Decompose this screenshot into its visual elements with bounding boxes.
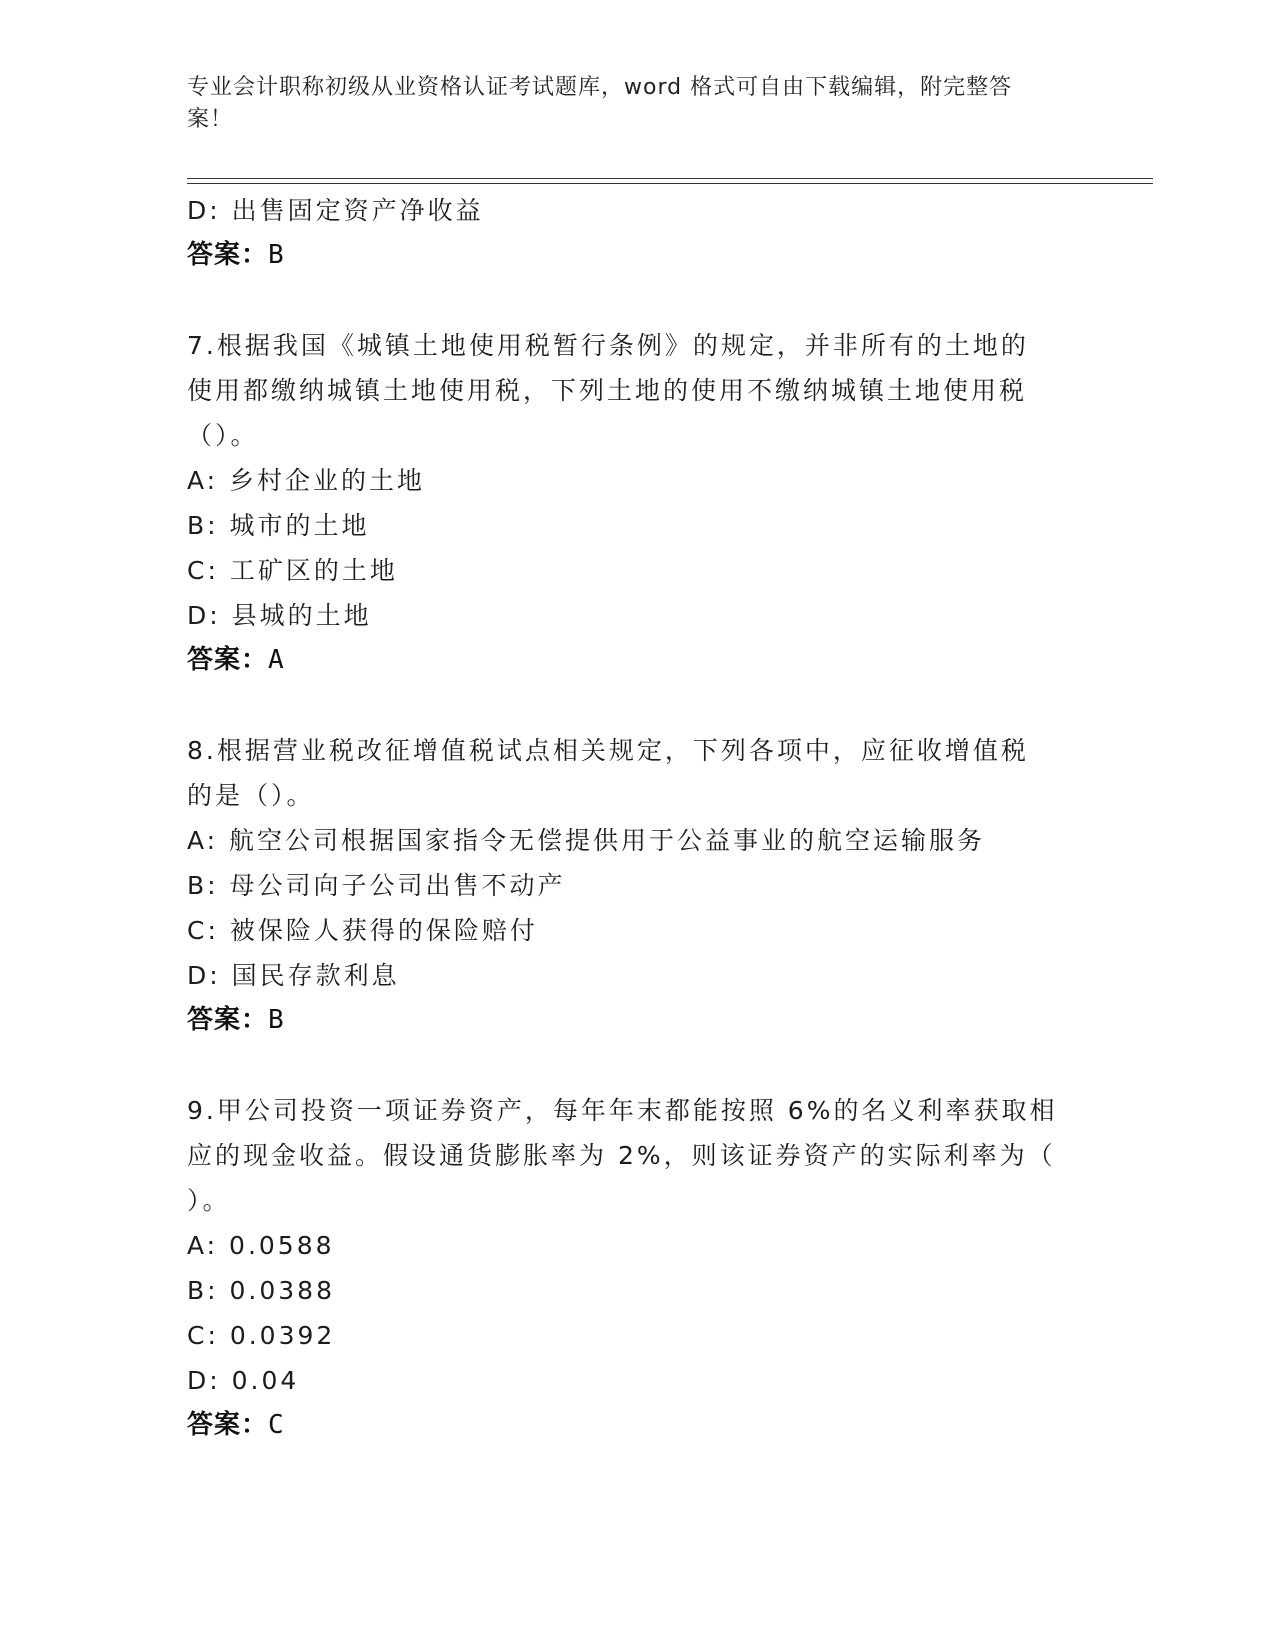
answer-value: B (268, 1005, 285, 1035)
question-9-stem (187, 1088, 1067, 1223)
header-line-1: 专业会计职称初级从业资格认证考试题库，word 格式可自由下载编辑，附完整答 (187, 75, 1013, 100)
question-9-option-c: C: 0.0392 (187, 1321, 336, 1350)
question-7-answer (187, 638, 1067, 683)
stem-line: 使用都缴纳城镇土地使用税，下列土地的使用不缴纳城镇土地使用税 (187, 376, 1028, 405)
question-7-option-a: A: 乡村企业的土地 (187, 466, 426, 495)
answer-value: C (268, 1410, 285, 1440)
question-9-answer (187, 1403, 1067, 1448)
answer-label: 答案： (187, 1410, 269, 1440)
stem-line: ）。 (187, 1186, 231, 1215)
question-8-option-a: A: 航空公司根据国家指令无偿提供用于公益事业的航空运输服务 (187, 826, 986, 855)
header-divider-bottom (187, 183, 1153, 184)
stem-line: 9.甲公司投资一项证券资产，每年年末都能按照 6%的名义利率获取相 (187, 1096, 1058, 1125)
prev-option-d: D: 出售固定资产净收益 (187, 196, 484, 225)
question-7-option-c: C: 工矿区的土地 (187, 556, 398, 585)
question-8-option-c: C: 被保险人获得的保险赔付 (187, 916, 538, 945)
page-header (187, 72, 1067, 136)
answer-value: B (268, 240, 285, 270)
question-8-answer (187, 998, 1067, 1043)
spacer (187, 1043, 1067, 1088)
header-divider-top (187, 178, 1153, 179)
answer-label: 答案： (187, 645, 269, 675)
question-8-option-b: B: 母公司向子公司出售不动产 (187, 871, 566, 900)
document-body (187, 188, 1067, 1448)
answer-value: A (268, 645, 285, 675)
question-8-stem (187, 728, 1067, 818)
question-9-option-a: A: 0.0588 (187, 1231, 335, 1260)
spacer (187, 278, 1067, 323)
stem-line: 应的现金收益。假设通货膨胀率为 2%，则该证券资产的实际利率为（ (187, 1141, 1056, 1170)
question-9-option-b: B: 0.0388 (187, 1276, 335, 1305)
stem-line: 8.根据营业税改征增值税试点相关规定，下列各项中，应征收增值税 (187, 736, 1029, 765)
header-line-2: 案！ (187, 107, 234, 132)
question-7-option-b: B: 城市的土地 (187, 511, 370, 540)
question-7-option-d: D: 县城的土地 (187, 601, 372, 630)
answer-label: 答案： (187, 240, 269, 270)
stem-line: （）。 (187, 421, 259, 450)
spacer (187, 683, 1067, 728)
stem-line: 7.根据我国《城镇土地使用税暂行条例》的规定，并非所有的土地的 (187, 331, 1029, 360)
answer-label: 答案： (187, 1005, 269, 1035)
prev-answer (187, 233, 1067, 278)
question-9-option-d: D: 0.04 (187, 1366, 300, 1395)
stem-line: 的是（）。 (187, 781, 315, 810)
question-7-stem (187, 323, 1067, 458)
question-8-option-d: D: 国民存款利息 (187, 961, 400, 990)
